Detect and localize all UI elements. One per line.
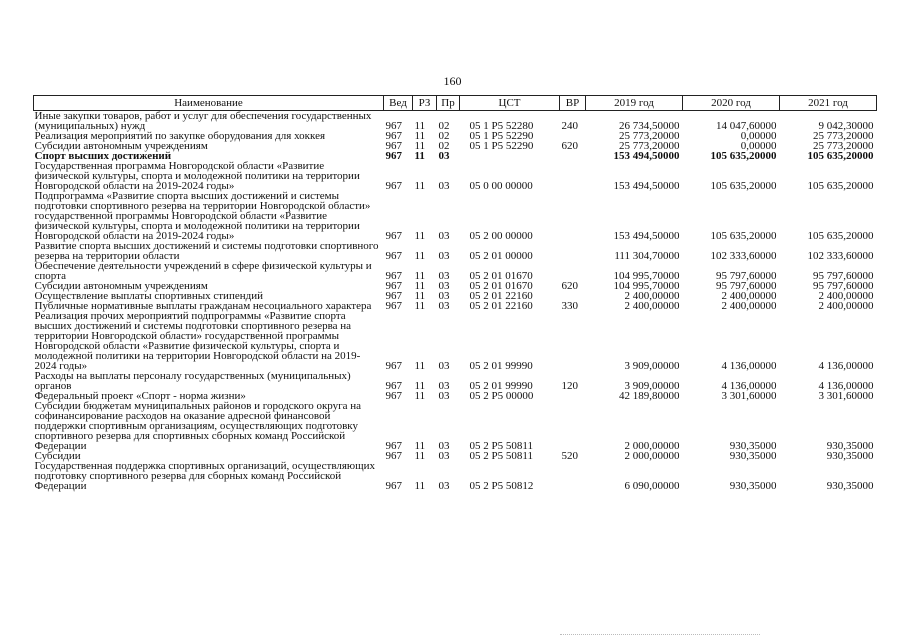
amount-2021: 930,35000 xyxy=(826,480,874,492)
header-ved: Вед xyxy=(384,96,413,111)
name: Реализация прочих мероприятий подпрограммы «Развитие спорта высших достижений и системы подготовки спортивного резерва на территории Новгородской области» государственной программы Новгородской области «Развитие физической культуры, спорта и молодежной политики на территории Новгородской области на 2019-2024 годы» xyxy=(34,310,361,372)
pr-cell: 03 xyxy=(438,270,450,282)
ved-cell: 967 xyxy=(385,450,402,462)
amount-2019: 2 400,00000 xyxy=(624,290,680,302)
table-row xyxy=(34,191,877,241)
amount-2020: 930,35000 xyxy=(729,450,777,462)
rz-cell: 11 xyxy=(414,270,426,282)
rz-cell: 11 xyxy=(414,300,426,312)
pr-cell: 02 xyxy=(438,130,450,142)
pr-cell: 03 xyxy=(438,150,450,162)
amount-2020: 105 635,20000 xyxy=(710,230,777,242)
table-row xyxy=(34,161,877,191)
amount-2019: 153 494,50000 xyxy=(613,150,680,162)
amount-2020: 105 635,20000 xyxy=(710,150,777,162)
table-header-row xyxy=(34,96,877,111)
amount-2020: 4 136,00000 xyxy=(721,360,777,372)
amount-2021: 930,35000 xyxy=(826,440,874,452)
amount-2019: 42 189,80000 xyxy=(619,390,680,402)
amount-2019: 25 773,20000 xyxy=(619,140,680,152)
amount-2020: 2 400,00000 xyxy=(721,290,777,302)
cst-cell: 05 2 01 01670 xyxy=(469,280,533,292)
pr-cell: 03 xyxy=(438,230,450,242)
amount-2021: 2 400,00000 xyxy=(818,290,874,302)
name: Реализация мероприятий по закупке оборудования для хоккея xyxy=(34,130,326,142)
pr-cell: 03 xyxy=(438,390,450,402)
amount-2019: 2 000,00000 xyxy=(624,440,680,452)
amount-2021: 3 301,60000 xyxy=(818,390,874,402)
pr-cell: 03 xyxy=(438,380,450,392)
header-2019: 2019 год xyxy=(586,96,683,111)
header-rz: РЗ xyxy=(413,96,437,111)
vr-cell xyxy=(560,161,586,191)
amount-2019: 25 773,20000 xyxy=(619,130,680,142)
table-row xyxy=(34,241,877,261)
cst-cell: 05 2 01 22160 xyxy=(469,290,533,302)
ved-cell: 967 xyxy=(385,360,402,372)
cst-cell: 05 2 01 99990 xyxy=(469,380,533,392)
vr-cell: 330 xyxy=(561,300,578,312)
name: Иные закупки товаров, работ и услуг для обеспечения государственных (муниципальных) нужд xyxy=(34,110,372,132)
pr-cell: 03 xyxy=(438,300,450,312)
amount-2021: 95 797,60000 xyxy=(813,270,874,282)
amount-2019: 2 000,00000 xyxy=(624,450,680,462)
amount-2019: 153 494,50000 xyxy=(613,180,680,192)
rz-cell: 11 xyxy=(414,250,426,262)
ved-cell: 967 xyxy=(385,440,402,452)
amount-2020: 3 301,60000 xyxy=(721,390,777,402)
amount-2021: 25 773,20000 xyxy=(813,140,874,152)
amount-2020: 930,35000 xyxy=(729,440,777,452)
vr-cell: 240 xyxy=(561,120,578,132)
table-row xyxy=(34,461,877,491)
rz-cell: 11 xyxy=(414,390,426,402)
cst-cell: 05 1 P5 52280 xyxy=(469,120,534,132)
vr-cell xyxy=(560,461,586,491)
amount-2020: 2 400,00000 xyxy=(721,300,777,312)
amount-2021: 95 797,60000 xyxy=(813,280,874,292)
amount-2019: 111 304,70000 xyxy=(614,250,680,262)
name: Федеральный проект «Спорт - норма жизни» xyxy=(34,390,246,402)
cst-cell: 05 2 P5 00000 xyxy=(469,390,534,402)
ved-cell: 967 xyxy=(385,480,402,492)
amount-2020: 4 136,00000 xyxy=(721,380,777,392)
name: Осуществление выплаты спортивных стипендий xyxy=(34,290,263,302)
name: Субсидии автономным учреждениям xyxy=(34,140,208,152)
cst-cell: 05 1 P5 52290 xyxy=(469,140,534,152)
pr-cell: 02 xyxy=(438,140,450,152)
amount-2020: 105 635,20000 xyxy=(710,180,777,192)
scan-artifact xyxy=(560,634,760,637)
ved-cell: 967 xyxy=(385,250,402,262)
ved-cell: 967 xyxy=(385,230,402,242)
name: Подпрограмма «Развитие спорта высших достижений и системы подготовки спортивного резерва на территории Новгородской области» государственной программы Новгородской области «Развитие физической культуры, спорта и молодежной политики на территории Новгородской области на 2019-2024 годы» xyxy=(34,190,371,242)
header-2020: 2020 год xyxy=(683,96,780,111)
vr-cell xyxy=(560,191,586,241)
ved-cell: 967 xyxy=(385,290,402,302)
cst-cell: 05 1 P5 52290 xyxy=(469,130,534,142)
amount-2020: 102 333,60000 xyxy=(710,250,777,262)
header-cst: ЦСТ xyxy=(460,96,560,111)
pr-cell: 03 xyxy=(438,280,450,292)
ved-cell: 967 xyxy=(385,300,402,312)
name: Субсидии автономным учреждениям xyxy=(34,280,208,292)
amount-2021: 105 635,20000 xyxy=(807,150,874,162)
rz-cell: 11 xyxy=(414,120,426,132)
cst-cell: 05 0 00 00000 xyxy=(469,180,533,192)
vr-cell: 620 xyxy=(561,140,578,152)
name: Развитие спорта высших достижений и системы подготовки спортивного резерва на территории области xyxy=(34,240,379,262)
amount-2020: 930,35000 xyxy=(729,480,777,492)
amount-2020: 0,00000 xyxy=(740,140,777,152)
rz-cell: 11 xyxy=(414,480,426,492)
amount-2021: 2 400,00000 xyxy=(818,300,874,312)
pr-cell: 03 xyxy=(438,290,450,302)
vr-cell xyxy=(560,261,586,281)
rz-cell: 11 xyxy=(414,140,426,152)
cst-cell xyxy=(460,151,560,161)
pr-cell: 03 xyxy=(438,180,450,192)
amount-2019: 26 734,50000 xyxy=(619,120,680,132)
pr-cell: 03 xyxy=(438,360,450,372)
amount-2021: 4 136,00000 xyxy=(818,380,874,392)
rz-cell: 11 xyxy=(414,360,426,372)
pr-cell: 03 xyxy=(438,250,450,262)
amount-2019: 153 494,50000 xyxy=(613,230,680,242)
ved-cell: 967 xyxy=(385,120,402,132)
amount-2019: 6 090,00000 xyxy=(624,480,680,492)
pr-cell: 03 xyxy=(438,480,450,492)
amount-2021: 105 635,20000 xyxy=(807,180,874,192)
pr-cell: 02 xyxy=(438,120,450,132)
cst-cell: 05 2 P5 50812 xyxy=(469,480,534,492)
ved-cell: 967 xyxy=(385,150,402,162)
ved-cell: 967 xyxy=(385,280,402,292)
rz-cell: 11 xyxy=(414,180,426,192)
table-row xyxy=(34,401,877,451)
rz-cell: 11 xyxy=(414,150,425,162)
amount-2019: 3 909,00000 xyxy=(624,360,680,372)
table-row xyxy=(34,111,877,132)
amount-2020: 14 047,60000 xyxy=(716,120,777,132)
rz-cell: 11 xyxy=(414,230,426,242)
amount-2021: 9 042,30000 xyxy=(818,120,874,132)
name: Субсидии бюджетам муниципальных районов и городского округа на софинансирование расходов на оказание адресной финансовой поддержки спортивным организациям, осуществляющих подготовку спортивного резерва для спортивных сборных команд Российской Федерации xyxy=(34,400,362,452)
cst-cell: 05 2 01 22160 xyxy=(469,300,533,312)
name: Субсидии xyxy=(34,450,81,462)
name: Спорт высших достижений xyxy=(34,150,172,162)
amount-2021: 930,35000 xyxy=(826,450,874,462)
ved-cell: 967 xyxy=(385,380,402,392)
header-name: Наименование xyxy=(34,96,384,111)
table-body xyxy=(34,111,877,492)
amount-2020: 95 797,60000 xyxy=(716,270,777,282)
rz-cell: 11 xyxy=(414,440,426,452)
page-number: 160 xyxy=(443,74,462,88)
amount-2019: 2 400,00000 xyxy=(624,300,680,312)
ved-cell: 967 xyxy=(385,390,402,402)
cst-cell: 05 2 01 99990 xyxy=(469,360,533,372)
cst-cell: 05 2 P5 50811 xyxy=(469,450,533,462)
name: Обеспечение деятельности учреждений в сфере физической культуры и спорта xyxy=(34,260,372,282)
rz-cell: 11 xyxy=(414,130,426,142)
amount-2019: 104 995,70000 xyxy=(613,270,680,282)
ved-cell: 967 xyxy=(385,140,402,152)
header-pr: Пр xyxy=(437,96,460,111)
cst-cell: 05 2 P5 50811 xyxy=(469,440,533,452)
pr-cell: 03 xyxy=(438,440,450,452)
vr-cell: 120 xyxy=(561,380,578,392)
name: Государственная поддержка спортивных организаций, осуществляющих подготовку спортивного резерва для сборных команд Российской Федерации xyxy=(34,460,376,492)
amount-2019: 3 909,00000 xyxy=(624,380,680,392)
vr-cell xyxy=(560,151,586,161)
budget-table xyxy=(33,95,877,491)
amount-2021: 105 635,20000 xyxy=(807,230,874,242)
vr-cell xyxy=(560,401,586,451)
ved-cell: 967 xyxy=(385,130,402,142)
amount-2021: 4 136,00000 xyxy=(818,360,874,372)
cst-cell: 05 2 01 00000 xyxy=(469,250,533,262)
rz-cell: 11 xyxy=(414,450,426,462)
amount-2019: 104 995,70000 xyxy=(613,280,680,292)
vr-cell xyxy=(560,391,586,401)
amount-2020: 0,00000 xyxy=(740,130,777,142)
amount-2021: 25 773,20000 xyxy=(813,130,874,142)
vr-cell: 520 xyxy=(561,450,578,462)
rz-cell: 11 xyxy=(414,290,426,302)
vr-cell: 620 xyxy=(561,280,578,292)
name: Государственная программа Новгородской области «Развитие физической культуры, спорта и молодежной политики на территории Новгородской области на 2019-2024 годы» xyxy=(34,160,360,192)
header-vr: ВР xyxy=(560,96,586,111)
name: Публичные нормативные выплаты гражданам несоциального характера xyxy=(34,300,372,312)
name: Расходы на выплаты персоналу государственных (муниципальных) органов xyxy=(34,370,351,392)
ved-cell: 967 xyxy=(385,180,402,192)
vr-cell xyxy=(560,241,586,261)
table-row xyxy=(34,371,877,391)
pr-cell: 03 xyxy=(438,450,450,462)
table-row xyxy=(34,261,877,281)
cst-cell: 05 2 00 00000 xyxy=(469,230,533,242)
rz-cell: 11 xyxy=(414,280,426,292)
amount-2021: 102 333,60000 xyxy=(807,250,874,262)
header-2021: 2021 год xyxy=(780,96,877,111)
cst-cell: 05 2 01 01670 xyxy=(469,270,533,282)
amount-2020: 95 797,60000 xyxy=(716,280,777,292)
rz-cell: 11 xyxy=(414,380,426,392)
ved-cell: 967 xyxy=(385,270,402,282)
vr-cell xyxy=(560,311,586,371)
table-row xyxy=(34,311,877,371)
